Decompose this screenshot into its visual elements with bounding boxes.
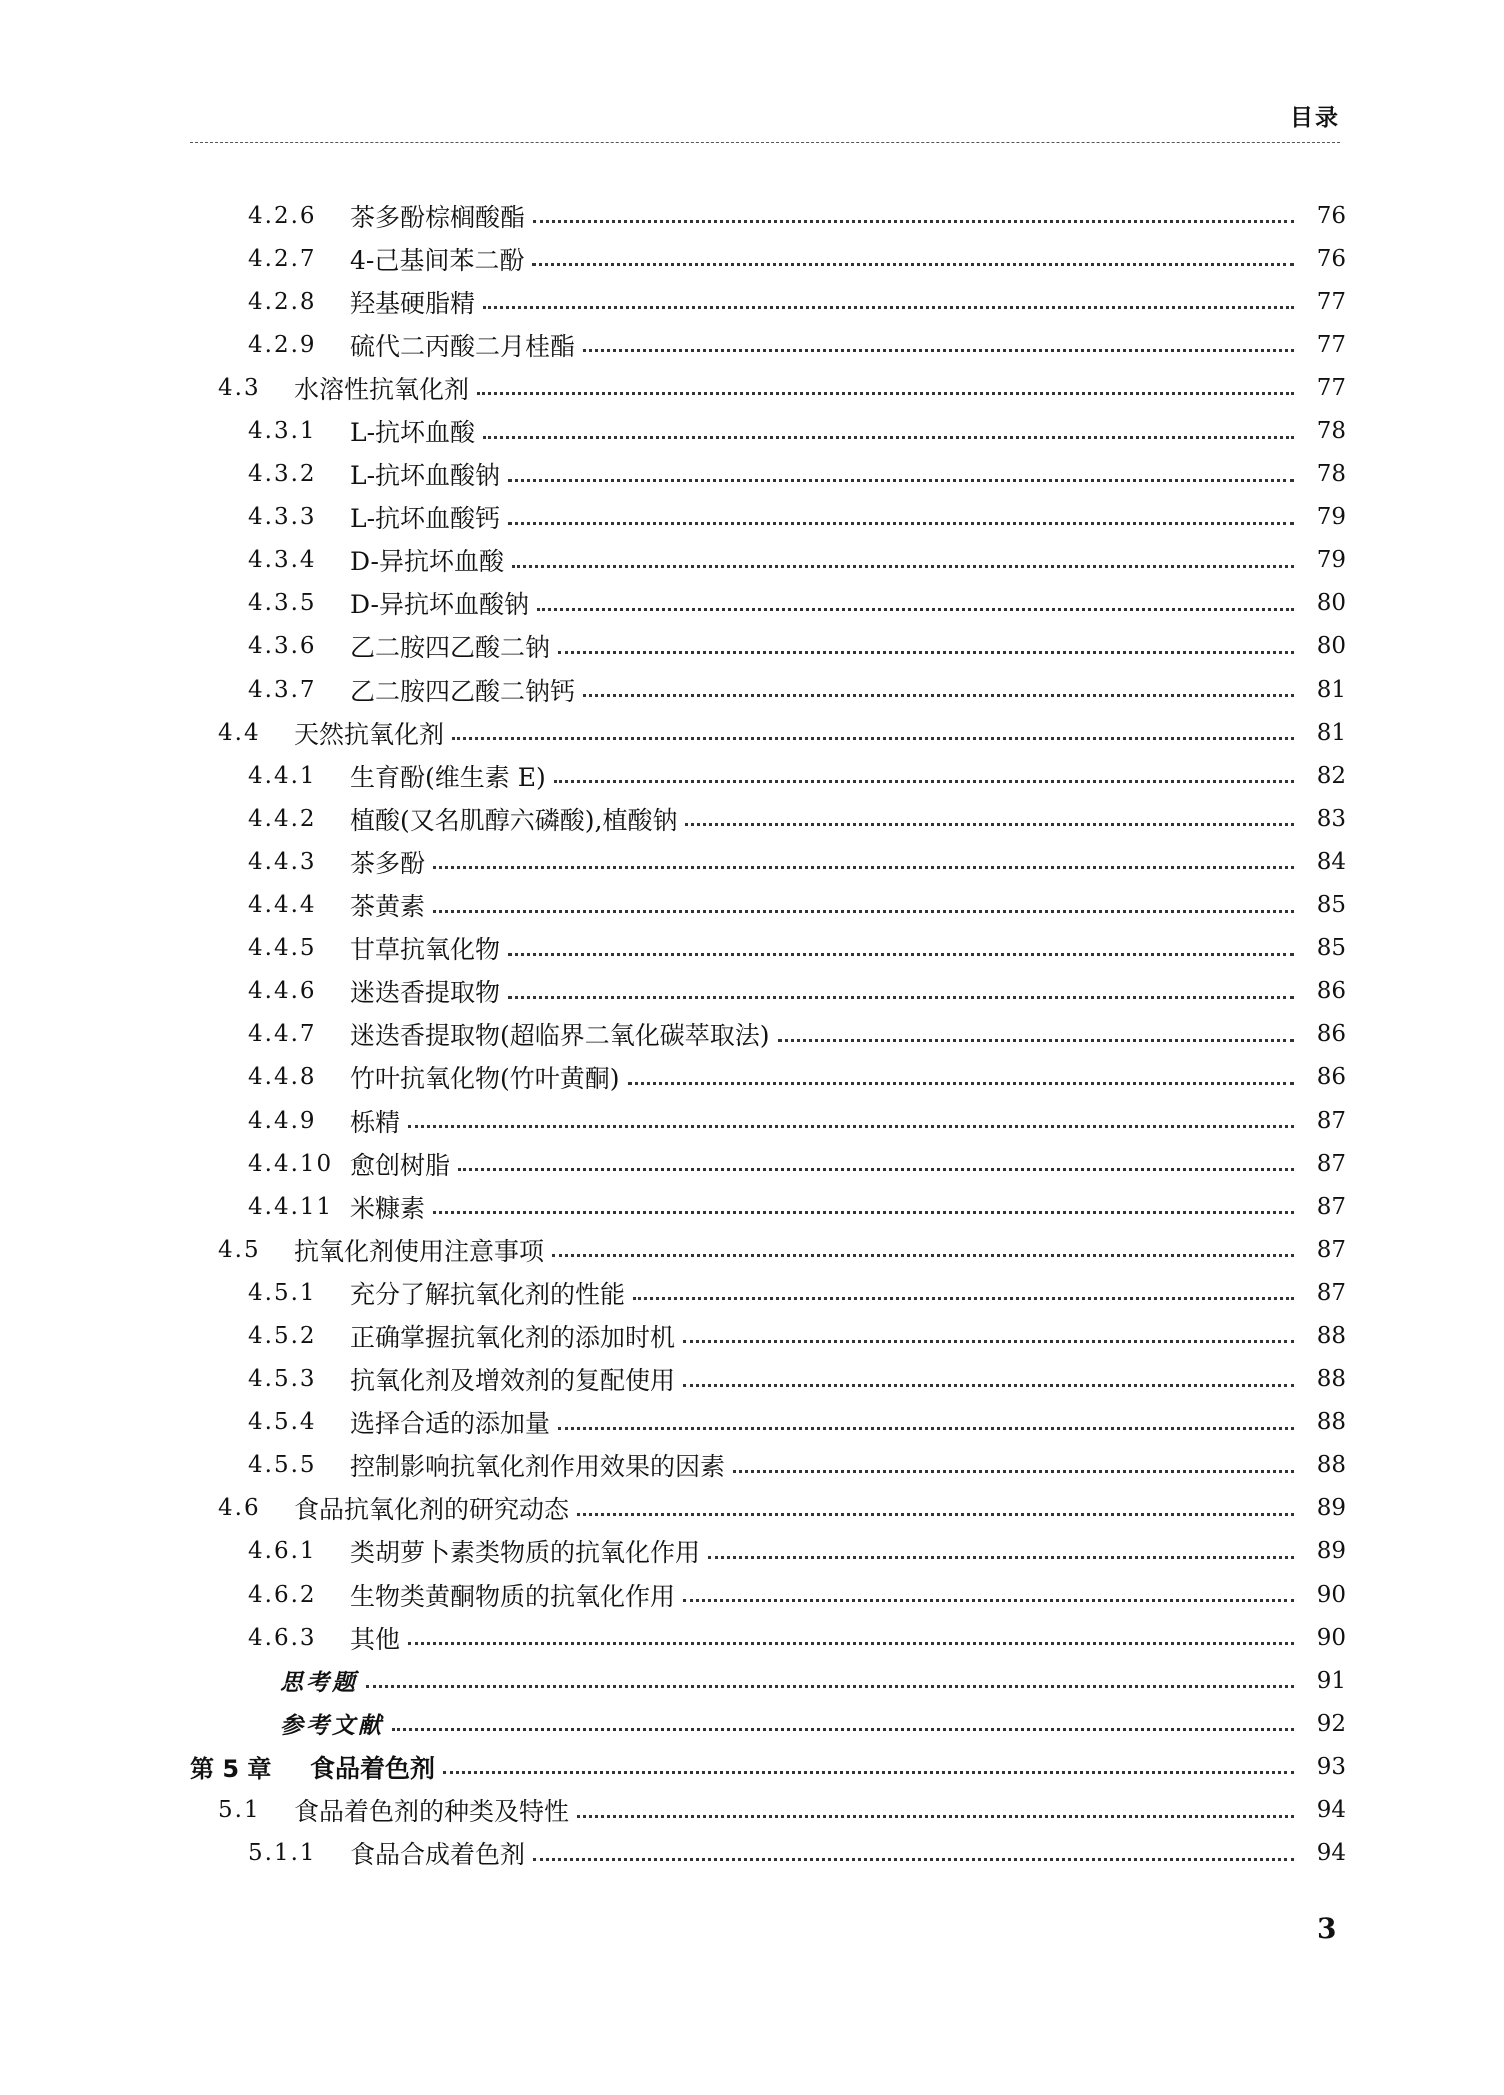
toc-entry-number: 4.5.2 [248,1322,317,1349]
running-header [190,104,1340,143]
toc-entry-line [248,1189,1346,1225]
toc-entry-page: 77 [1316,288,1346,315]
table-of-contents [0,194,1504,1875]
toc-entry-line [190,1749,1346,1785]
toc-entry-number: 4.3.6 [248,633,317,660]
toc-entry-page: 87 [1316,1236,1346,1263]
toc-entry-line [248,327,1346,363]
dot-leader [683,1384,1294,1387]
toc-entry-line [280,1707,1346,1740]
toc-entry-line [248,499,1346,535]
toc-entry-page: 93 [1316,1753,1346,1780]
toc-entry-title: 甘草抗氧化物 [350,935,501,965]
toc-entry-number: 4.4.3 [248,848,317,875]
dot-leader [558,651,1294,654]
toc-entry-line [248,542,1346,578]
toc-entry[interactable] [0,539,1504,582]
toc-entry[interactable] [0,1788,1504,1831]
toc-entry-page: 84 [1316,848,1346,875]
toc-entry-title: 乙二胺四乙酸二钠钙 [350,676,576,706]
toc-entry-line [248,1404,1346,1440]
dot-leader [433,910,1294,913]
toc-entry-title: 生育酚(维生素 E) [350,762,546,792]
dot-leader [554,780,1294,783]
toc-entry-number: 4.3.4 [248,547,317,574]
toc-entry-page: 90 [1316,1624,1346,1651]
dot-leader [512,565,1294,568]
toc-entry-title: 食品合成着色剂 [350,1840,526,1870]
toc-entry-title: D-异抗坏血酸 [350,547,504,577]
toc-entry-title: 米糠素 [350,1193,426,1223]
toc-entry-line [248,1533,1346,1569]
toc-entry-title: 思考题 [280,1669,358,1697]
toc-entry-title: 食品着色剂的种类及特性 [294,1797,570,1827]
dot-leader [408,1125,1294,1128]
toc-entry[interactable] [0,1271,1504,1314]
toc-entry-title: 迷迭香提取物(超临界二氧化碳萃取法) [350,1021,770,1051]
toc-entry-title: 植酸(又名肌醇六磷酸),植酸钠 [350,805,678,835]
toc-entry-page: 88 [1316,1366,1346,1393]
toc-entry[interactable] [0,1013,1504,1056]
dot-leader [583,694,1294,697]
dot-leader [483,306,1294,309]
toc-entry[interactable] [0,582,1504,625]
dot-leader [433,866,1294,869]
dot-leader [577,1815,1294,1818]
toc-entry-title: 食品着色剂 [310,1753,436,1783]
toc-entry-page: 89 [1316,1495,1346,1522]
toc-entry-title: 参考文献 [280,1712,384,1740]
toc-entry[interactable] [0,1185,1504,1228]
toc-entry-line [248,456,1346,492]
toc-entry-number: 4.5 [218,1236,261,1263]
toc-entry-line [218,1792,1346,1828]
toc-entry[interactable] [0,1228,1504,1271]
toc-entry-line [218,1232,1346,1268]
toc-entry-page: 94 [1316,1840,1346,1867]
toc-entry-line [218,715,1346,751]
toc-entry-line [248,1835,1346,1871]
toc-entry-title: 抗氧化剂使用注意事项 [294,1236,545,1266]
toc-entry-page: 81 [1316,676,1346,703]
toc-entry-number: 4.6.1 [248,1538,317,1565]
toc-entry[interactable] [0,409,1504,452]
toc-entry-page: 76 [1316,202,1346,229]
toc-entry-page: 87 [1316,1193,1346,1220]
toc-entry[interactable] [0,884,1504,927]
toc-entry-number: 4.5.1 [248,1279,317,1306]
toc-entry-page: 88 [1316,1322,1346,1349]
toc-entry-line [248,1620,1346,1656]
dot-leader [683,1599,1294,1602]
toc-entry-number: 4.3 [218,374,261,401]
dot-leader [577,1513,1294,1516]
toc-entry-line [248,1577,1346,1613]
toc-entry-line [248,413,1346,449]
dot-leader [452,737,1294,740]
toc-entry-page: 88 [1316,1409,1346,1436]
toc-entry-line [248,241,1346,277]
toc-entry-number: 4.2.7 [248,245,317,272]
toc-entry-line [248,1103,1346,1139]
toc-entry-line [248,801,1346,837]
toc-entry-page: 89 [1316,1538,1346,1565]
toc-entry-title: D-异抗坏血酸钠 [350,590,529,620]
toc-entry-page: 86 [1316,978,1346,1005]
dot-leader [708,1556,1294,1559]
dot-leader [537,608,1294,611]
toc-entry-number: 4.6.3 [248,1624,317,1651]
toc-entry-line [248,284,1346,320]
toc-entry[interactable] [0,625,1504,668]
dot-leader [532,263,1294,266]
toc-entry-number: 4.6 [218,1495,261,1522]
toc-entry-line [280,1664,1346,1697]
toc-entry-number: 4.4.11 [248,1193,334,1220]
toc-entry-number: 4.3.2 [248,461,317,488]
toc-entry-number: 4.3.7 [248,676,317,703]
toc-entry-line [248,628,1346,664]
toc-entry[interactable] [0,840,1504,883]
toc-entry[interactable] [0,323,1504,366]
toc-entry-title: 抗氧化剂及增效剂的复配使用 [350,1366,676,1396]
toc-entry-number: 4.4.4 [248,892,317,919]
toc-entry-title: 硫代二丙酸二月桂酯 [350,331,576,361]
toc-entry-line [248,973,1346,1009]
dot-leader [477,392,1294,395]
toc-entry-page: 76 [1316,245,1346,272]
toc-entry-page: 90 [1316,1581,1346,1608]
toc-entry-line [248,1059,1346,1095]
toc-entry-line [248,758,1346,794]
toc-entry[interactable] [0,927,1504,970]
toc-entry-page: 80 [1316,590,1346,617]
toc-entry-page: 81 [1316,719,1346,746]
toc-entry-number: 5.1.1 [248,1840,317,1867]
toc-entry-number: 4.4.2 [248,805,317,832]
toc-entry-title: 其他 [350,1624,401,1654]
toc-entry[interactable] [0,1358,1504,1401]
toc-entry-page: 94 [1316,1797,1346,1824]
toc-entry-title: 竹叶抗氧化物(竹叶黄酮) [350,1064,620,1094]
toc-entry-line [218,370,1346,406]
toc-entry[interactable] [0,280,1504,323]
toc-entry-title: 水溶性抗氧化剂 [294,374,470,404]
dot-leader [392,1728,1294,1731]
toc-entry-title: L-抗坏血酸 [350,418,476,448]
toc-entry-page: 80 [1316,633,1346,660]
toc-entry[interactable] [0,1573,1504,1616]
toc-entry-page: 79 [1316,504,1346,531]
toc-entry-number: 4.4.6 [248,978,317,1005]
toc-entry-page: 77 [1316,331,1346,358]
toc-entry-line [248,585,1346,621]
dot-leader [533,1858,1294,1861]
toc-entry-line [248,1016,1346,1052]
page-number: 3 [1317,1912,1337,1945]
toc-entry-page: 77 [1316,374,1346,401]
toc-entry[interactable] [0,754,1504,797]
toc-entry-title: 控制影响抗氧化剂作用效果的因素 [350,1452,726,1482]
dot-leader [508,479,1294,482]
toc-entry-title: 天然抗氧化剂 [294,719,445,749]
toc-entry[interactable] [0,237,1504,280]
dot-leader [508,522,1294,525]
toc-entry[interactable] [0,711,1504,754]
toc-entry-line [248,1146,1346,1182]
toc-entry[interactable] [0,194,1504,237]
toc-entry-line [248,1275,1346,1311]
dot-leader [558,1427,1294,1430]
toc-entry-page: 82 [1316,762,1346,789]
toc-entry-number: 4.4.8 [248,1064,317,1091]
dot-leader [778,1039,1294,1042]
toc-entry[interactable] [0,1487,1504,1530]
toc-entry[interactable] [0,1530,1504,1573]
toc-entry[interactable] [0,1142,1504,1185]
toc-entry[interactable] [0,1702,1504,1745]
toc-entry-number: 4.2.6 [248,202,317,229]
toc-entry-number: 4.4.1 [248,762,317,789]
toc-entry[interactable] [0,453,1504,496]
dot-leader [533,220,1294,223]
dot-leader [733,1470,1294,1473]
toc-entry-title: L-抗坏血酸钙 [350,504,501,534]
toc-entry[interactable] [0,1832,1504,1875]
toc-entry-number: 4.4.10 [248,1150,334,1177]
toc-entry-page: 87 [1316,1150,1346,1177]
toc-entry-title: 选择合适的添加量 [350,1409,551,1439]
toc-entry-page: 88 [1316,1452,1346,1479]
toc-entry[interactable] [0,970,1504,1013]
toc-entry-page: 87 [1316,1107,1346,1134]
toc-entry-number: 4.5.3 [248,1366,317,1393]
toc-entry-number: 4.4 [218,719,261,746]
toc-entry[interactable] [0,668,1504,711]
toc-entry-number: 4.2.8 [248,288,317,315]
toc-entry[interactable] [0,1401,1504,1444]
toc-entry-title: 乙二胺四乙酸二钠 [350,633,551,663]
toc-entry-number: 4.3.3 [248,504,317,531]
toc-entry-title: 正确掌握抗氧化剂的添加时机 [350,1322,676,1352]
toc-entry[interactable] [0,1659,1504,1702]
toc-entry-number: 4.4.5 [248,935,317,962]
toc-entry[interactable] [0,1314,1504,1357]
toc-entry-page: 91 [1316,1667,1346,1694]
dot-leader [628,1082,1294,1085]
dot-leader [552,1254,1294,1257]
toc-entry-page: 85 [1316,892,1346,919]
toc-entry-title: 迷迭香提取物 [350,978,501,1008]
dot-leader [433,1211,1294,1214]
toc-entry-title: 茶黄素 [350,892,426,922]
toc-entry-page: 79 [1316,547,1346,574]
toc-entry-page: 78 [1316,418,1346,445]
dot-leader [366,1685,1294,1688]
toc-entry-page: 86 [1316,1064,1346,1091]
toc-entry-number: 4.4.7 [248,1021,317,1048]
toc-entry-number: 4.2.9 [248,331,317,358]
toc-entry[interactable] [0,496,1504,539]
toc-entry-line [248,930,1346,966]
toc-entry-line [248,1318,1346,1354]
toc-entry-number: 4.5.5 [248,1452,317,1479]
toc-entry[interactable] [0,1745,1504,1788]
toc-entry-line [248,844,1346,880]
dot-leader [508,996,1294,999]
toc-entry-number: 4.4.9 [248,1107,317,1134]
dot-leader [483,436,1294,439]
toc-entry-number: 4.6.2 [248,1581,317,1608]
toc-entry-page: 86 [1316,1021,1346,1048]
toc-entry-title: 愈创树脂 [350,1150,451,1180]
toc-entry-page: 78 [1316,461,1346,488]
toc-entry-title: 茶多酚 [350,848,426,878]
toc-entry-title: 食品抗氧化剂的研究动态 [294,1495,570,1525]
toc-entry-page: 83 [1316,805,1346,832]
toc-entry-number: 4.3.5 [248,590,317,617]
toc-entry[interactable] [0,797,1504,840]
dot-leader [633,1297,1294,1300]
toc-entry-title: 茶多酚棕榈酸酯 [350,202,526,232]
toc-entry-title: 栎精 [350,1107,401,1137]
dot-leader [508,953,1294,956]
toc-entry[interactable] [0,1056,1504,1099]
toc-entry-line [248,1447,1346,1483]
toc-entry-line [248,198,1346,234]
toc-entry-line [218,1490,1346,1526]
toc-entry-title: 充分了解抗氧化剂的性能 [350,1279,626,1309]
toc-entry-line [248,672,1346,708]
toc-entry[interactable] [0,1444,1504,1487]
dot-leader [685,823,1294,826]
dot-leader [683,1340,1294,1343]
toc-entry-number: 4.3.1 [248,418,317,445]
toc-entry-title: 4-己基间苯二酚 [350,245,525,275]
toc-entry-title: 羟基硬脂精 [350,288,476,318]
dot-leader [408,1642,1294,1645]
toc-entry[interactable] [0,366,1504,409]
dot-leader [458,1168,1294,1171]
dot-leader [583,349,1294,352]
toc-entry-title: L-抗坏血酸钠 [350,461,501,491]
toc-entry-page: 92 [1316,1710,1346,1737]
toc-entry-title: 生物类黄酮物质的抗氧化作用 [350,1581,676,1611]
toc-entry-title: 类胡萝卜素类物质的抗氧化作用 [350,1538,701,1568]
toc-entry[interactable] [0,1099,1504,1142]
toc-entry-line [248,887,1346,923]
toc-entry-number: 4.5.4 [248,1409,317,1436]
header-title: 目录 [1290,105,1340,131]
toc-entry-number: 5.1 [218,1797,261,1824]
toc-entry[interactable] [0,1616,1504,1659]
dot-leader [443,1771,1294,1774]
toc-entry-line [248,1361,1346,1397]
toc-entry-page: 87 [1316,1279,1346,1306]
toc-entry-page: 85 [1316,935,1346,962]
toc-entry-number: 第 5 章 [190,1755,272,1784]
